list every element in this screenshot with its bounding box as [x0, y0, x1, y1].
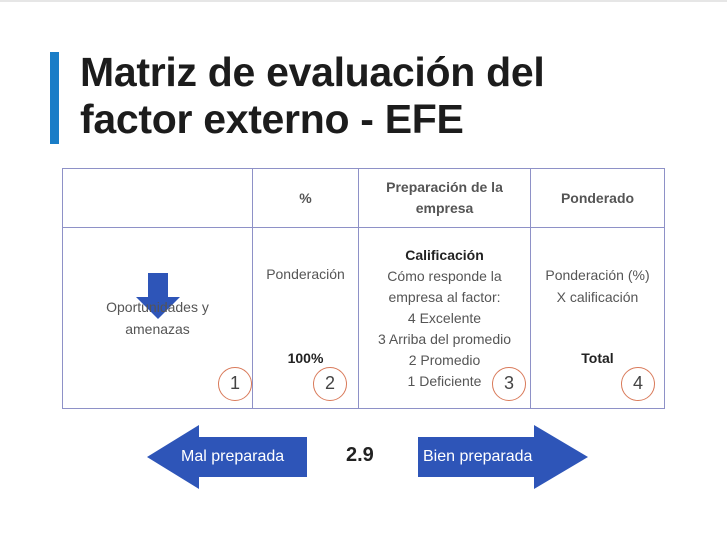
step-number-4: 4: [621, 367, 655, 401]
opportunities-text: Oportunidades y amenazas: [106, 299, 209, 337]
cell-rating: [359, 228, 531, 409]
weighted-formula: [531, 264, 664, 308]
weighting-total: 100%: [287, 350, 324, 366]
step-number-2: 2: [313, 367, 347, 401]
header-cell-percent: %: [253, 169, 359, 228]
slide-title: Matriz de evaluación del factor externo - EFE: [80, 49, 545, 142]
rating-title: Calificación: [405, 247, 484, 263]
efe-score: 2.9: [346, 444, 374, 466]
header-preparation-label: Preparación de la empresa: [386, 179, 503, 216]
well-prepared-label: Bien preparada: [423, 448, 533, 465]
rating-line: 2 Promedio: [408, 352, 481, 368]
weighting-label: Ponderación: [266, 266, 345, 282]
weighted-formula-line2: X calificación: [556, 289, 639, 305]
rating-line: 1 Deficiente: [407, 373, 482, 389]
poorly-prepared-arrow: [147, 425, 307, 489]
rating-line: empresa al factor:: [388, 289, 501, 305]
cell-weighting: [253, 228, 359, 409]
well-prepared-arrow: [418, 425, 588, 489]
step-number-3: 3: [492, 367, 526, 401]
efe-matrix-table: [62, 168, 665, 409]
weighted-formula-line1: Ponderación (%): [545, 267, 650, 283]
top-divider: [0, 0, 727, 2]
rating-line: 4 Excelente: [407, 310, 482, 326]
rating-line: 3 Arriba del promedio: [377, 331, 512, 347]
header-cell-empty: [63, 169, 253, 228]
title-accent-bar: [50, 52, 59, 144]
step-number-1: 1: [218, 367, 252, 401]
poorly-prepared-label: Mal preparada: [181, 448, 285, 465]
header-cell-preparation: [359, 169, 531, 228]
header-cell-weighted: Ponderado: [531, 169, 665, 228]
opportunities-label: [63, 296, 252, 340]
body-row: [63, 228, 665, 409]
cell-opportunities: [63, 228, 253, 409]
cell-weighted: [531, 228, 665, 409]
weighted-total: Total: [581, 350, 614, 366]
rating-line: Cómo responde la: [387, 268, 502, 284]
header-row: [63, 169, 665, 228]
